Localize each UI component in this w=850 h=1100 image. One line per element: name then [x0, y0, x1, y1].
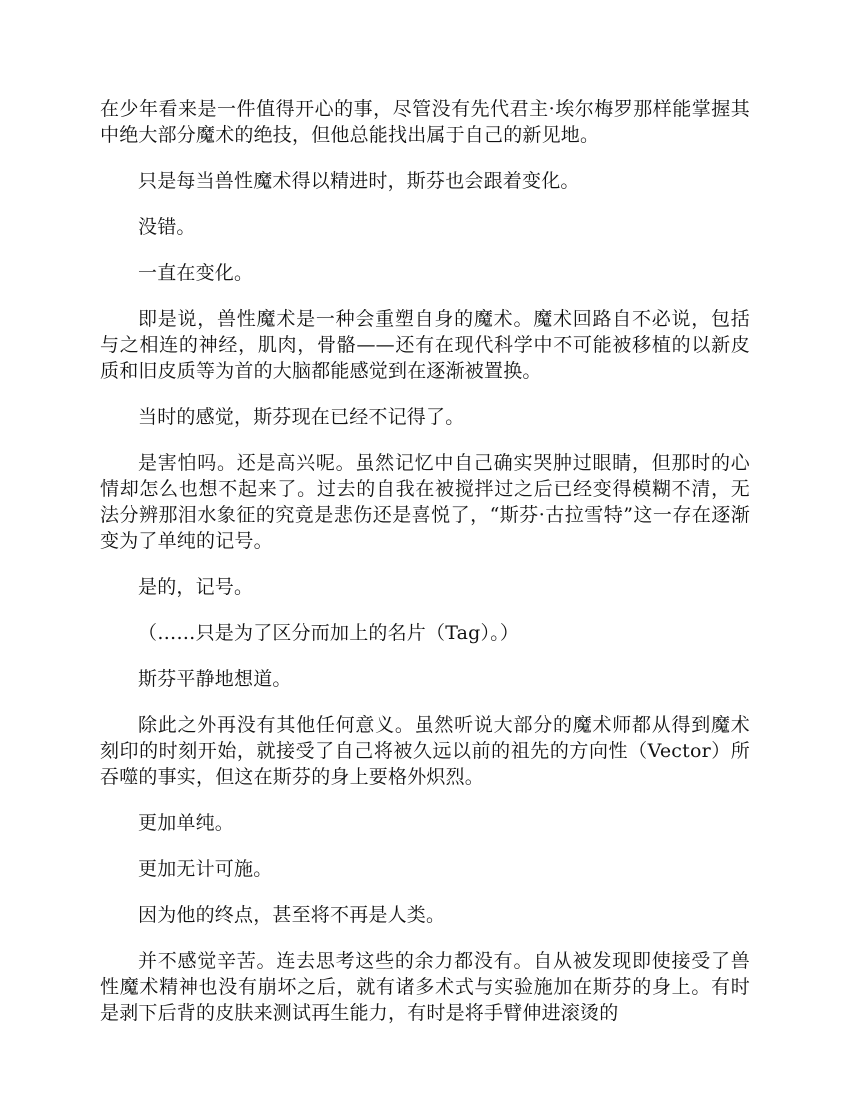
document-page [100, 96, 750, 1046]
paragraph: 更加单纯。 [138, 812, 235, 834]
paragraph: 因为他的终点，甚至将不再是人类。 [138, 904, 446, 926]
paragraph: 是害怕吗。还是高兴呢。虽然记忆中自己确实哭肿过眼睛，但那时的心情却怎么也想不起来了。过去的自我在被搅拌过之后已经变得模糊不清，无法分辨那泪水象征的究竟是悲伤还是喜悦了，“斯芬·古拉雪特”这一存在逐渐变为了单纯的记号。 [100, 452, 750, 552]
paragraph: 更加无计可施。 [138, 858, 273, 880]
paragraph: 在少年看来是一件值得开心的事，尽管没有先代君主·埃尔梅罗那样能掌握其中绝大部分魔术的绝技，但他总能找出属于自己的新见地。 [100, 98, 750, 146]
paragraph: 只是每当兽性魔术得以精进时，斯芬也会跟着变化。 [138, 170, 580, 192]
paragraph: （……只是为了区分而加上的名片（Tag）。） [138, 622, 520, 644]
paragraph: 斯芬平静地想道。 [138, 668, 292, 690]
paragraph: 是的，记号。 [138, 576, 254, 598]
paragraph: 没错。 [138, 216, 196, 238]
paragraph: 即是说，兽性魔术是一种会重塑自身的魔术。魔术回路自不必说，包括与之相连的神经，肌肉，骨骼——还有在现代科学中不可能被移植的以新皮质和旧皮质等为首的大脑都能感觉到在逐渐被置换。 [100, 308, 750, 382]
paragraph: 除此之外再没有其他任何意义。虽然听说大部分的魔术师都从得到魔术刻印的时刻开始，就接受了自己将被久远以前的祖先的方向性（Vector）所吞噬的事实，但这在斯芬的身上要格外炽烈。 [100, 714, 750, 788]
paragraph: 当时的感觉，斯芬现在已经不记得了。 [138, 406, 465, 428]
paragraph: 一直在变化。 [138, 262, 254, 284]
paragraph: 并不感觉辛苦。连去思考这些的余力都没有。自从被发现即使接受了兽性魔术精神也没有崩坏之后，就有诸多术式与实验施加在斯芬的身上。有时是剥下后背的皮肤来测试再生能力，有时是将手臂伸进滚烫的 [100, 950, 750, 1024]
